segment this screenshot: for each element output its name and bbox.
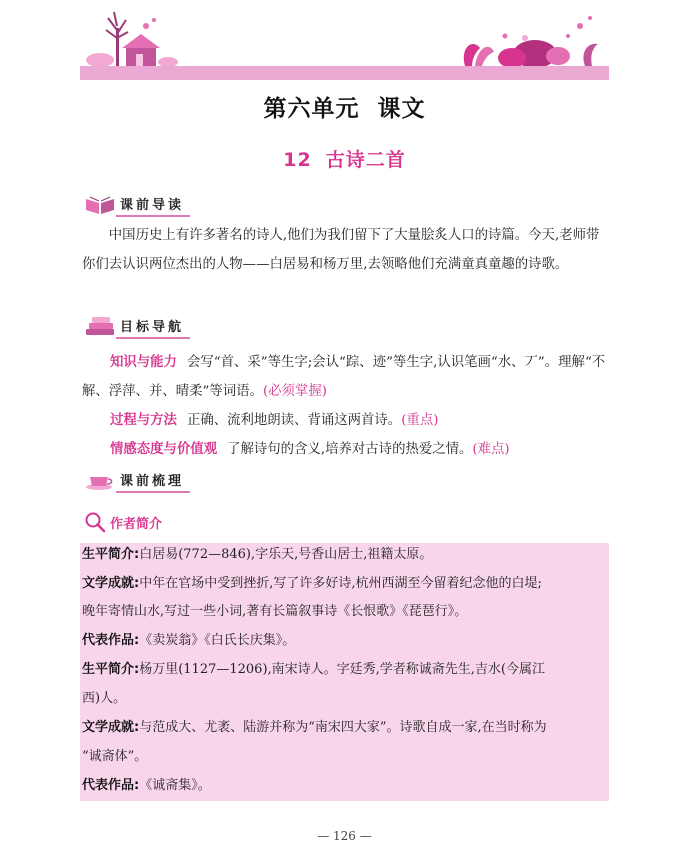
section-label-review: 课前梳理 bbox=[120, 470, 184, 491]
section-label-goals: 目标导航 bbox=[120, 316, 184, 337]
unit-title-part1: 第六单元 bbox=[263, 96, 360, 122]
goal-key: 情感态度与价值观 bbox=[110, 442, 218, 457]
goal-item-process bbox=[82, 406, 610, 435]
page-number: — 126 — bbox=[317, 829, 372, 843]
open-book-icon bbox=[84, 193, 116, 215]
goal-note: (难点) bbox=[472, 442, 510, 457]
magnifier-icon bbox=[84, 511, 106, 533]
flowers-icon bbox=[464, 16, 598, 68]
goal-text: 了解诗句的含义,培养对古诗的热爱之情。 bbox=[227, 442, 473, 457]
books-stack-icon bbox=[84, 315, 116, 337]
tree-house-icon bbox=[86, 12, 178, 67]
preview-paragraph: 中国历史上有许多著名的诗人,他们为我们留下了大量脍炙人口的诗篇。今天,老师带你们去认识两位杰出的人物——白居易和杨万里,去领略他们充满童真童趣的诗歌。 bbox=[82, 228, 600, 272]
bio-line: “诚斋体”。 bbox=[82, 749, 148, 764]
bio-line: 代表作品:《卖炭翁》《白氏长庆集》。 bbox=[82, 633, 296, 648]
goal-item-knowledge bbox=[82, 348, 610, 406]
goal-key: 知识与能力 bbox=[110, 355, 177, 370]
goal-note: (重点) bbox=[401, 413, 439, 428]
bio-line: 西)人。 bbox=[82, 691, 127, 706]
bio-line: 代表作品:《诚斋集》。 bbox=[82, 778, 211, 793]
bio-line: 生平简介:白居易(772—846),字乐天,号香山居士,祖籍太原。 bbox=[82, 547, 433, 562]
unit-title bbox=[0, 90, 689, 123]
banner-band bbox=[80, 66, 609, 80]
author-intro-label: 作者简介 bbox=[110, 516, 163, 532]
goal-item-emotion bbox=[82, 435, 610, 464]
bio-line: 生平简介:杨万里(1127—1206),南宋诗人。字廷秀,学者称诚斋先生,吉水(今属江 bbox=[82, 662, 545, 677]
bio-line: 文学成就:中年在官场中受到挫折,写了许多好诗,杭州西湖至今留着纪念他的白堤; bbox=[82, 576, 542, 591]
lesson-title bbox=[0, 145, 689, 172]
author-intro-header bbox=[84, 510, 162, 534]
bio-line: 晚年寄情山水,写过一些小词,著有长篇叙事诗《长恨歌》《琵琶行》。 bbox=[82, 604, 468, 619]
section-header-goals bbox=[84, 314, 184, 338]
goal-text: 会写“首、采”等生字;会认“踪、迹”等生字,认识笔画“水、丆”。理解“不解、浮萍、并、晴柔”等词语。 bbox=[82, 355, 606, 399]
goal-text: 正确、流利地朗读、背诵这两首诗。 bbox=[186, 413, 402, 428]
lesson-name: 古诗二首 bbox=[325, 149, 406, 171]
lesson-number: 12 bbox=[283, 149, 312, 171]
header-banner bbox=[80, 8, 609, 78]
goal-key: 过程与方法 bbox=[110, 413, 177, 428]
goal-note: (必须掌握) bbox=[262, 384, 327, 399]
section-label-preview: 课前导读 bbox=[120, 194, 184, 215]
banner-illustration bbox=[80, 8, 609, 70]
bio-line: 文学成就:与范成大、尤袤、陆游并称为“南宋四大家”。诗歌自成一家,在当时称为 bbox=[82, 720, 547, 735]
section-header-preview bbox=[84, 192, 184, 216]
teacup-icon bbox=[84, 469, 116, 491]
unit-title-part2: 课文 bbox=[377, 96, 426, 122]
section-header-review bbox=[84, 468, 184, 492]
